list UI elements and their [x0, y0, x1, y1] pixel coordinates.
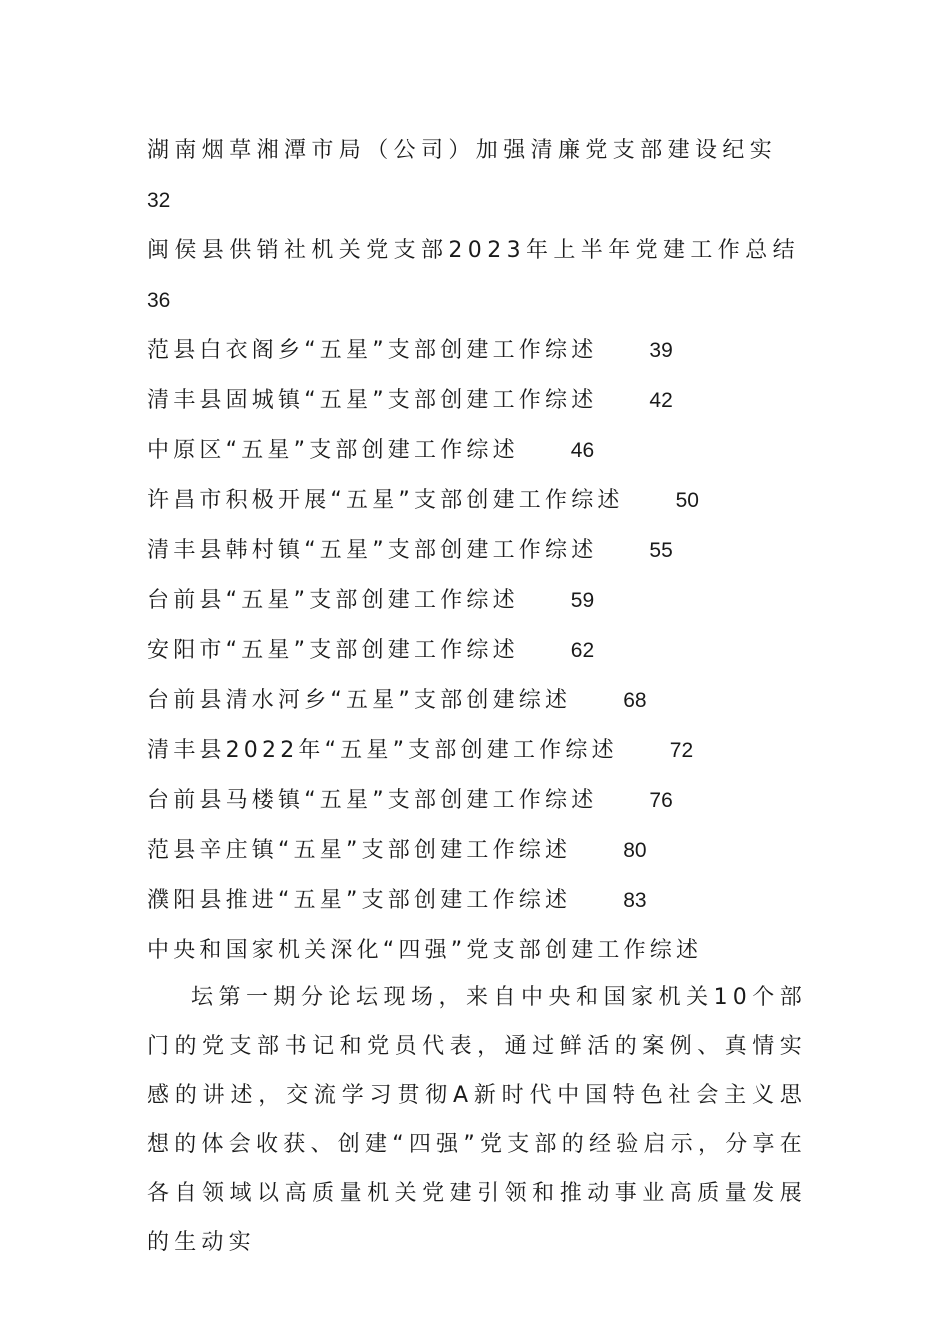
toc-entry-page: 46	[570, 439, 595, 462]
toc-entry-page: 39	[649, 339, 673, 362]
toc-entry[interactable]	[147, 576, 812, 626]
toc-entry[interactable]	[147, 426, 812, 476]
toc-entry[interactable]	[147, 326, 812, 376]
toc-entry-page: 80	[623, 839, 647, 862]
toc-entry-title: 闽侯县供销社机关党支部2023年上半年党建工作总结	[147, 238, 800, 263]
toc-entry[interactable]	[147, 376, 812, 426]
toc-entry-page: 83	[623, 889, 647, 912]
toc-entry-title: 湖南烟草湘潭市局（公司）加强清廉党支部建设纪实	[147, 138, 778, 163]
toc-entry[interactable]	[147, 626, 812, 676]
toc-entry-title: 安阳市“五星”支部创建工作综述	[147, 638, 519, 663]
toc-entry-page: 55	[649, 539, 673, 562]
body-paragraph	[147, 973, 807, 1267]
toc-entry[interactable]	[147, 526, 812, 576]
toc-entry-page: 36	[147, 289, 171, 312]
table-of-contents	[147, 126, 812, 976]
toc-entry[interactable]	[147, 776, 812, 826]
toc-entry-page: 59	[570, 589, 595, 612]
toc-entry-title: 清丰县固城镇“五星”支部创建工作综述	[147, 388, 598, 413]
toc-entry[interactable]	[147, 826, 812, 876]
toc-entry[interactable]	[147, 876, 812, 926]
toc-entry-title: 台前县马楼镇“五星”支部创建工作综述	[147, 788, 598, 813]
toc-entry-title: 中原区“五星”支部创建工作综述	[147, 438, 519, 463]
toc-entry-title: 清丰县2022年“五星”支部创建工作综述	[147, 738, 618, 763]
toc-entry-page: 50	[675, 489, 699, 512]
toc-entry[interactable]	[147, 926, 812, 976]
toc-entry-page: 76	[649, 789, 673, 812]
toc-entry[interactable]	[147, 226, 812, 276]
toc-entry[interactable]	[147, 476, 812, 526]
toc-entry-title: 濮阳县推进“五星”支部创建工作综述	[147, 888, 572, 913]
toc-entry-title: 许昌市积极开展“五星”支部创建工作综述	[147, 488, 624, 513]
toc-entry-page: 72	[669, 739, 694, 762]
toc-entry-title: 范县白衣阁乡“五星”支部创建工作综述	[147, 338, 598, 363]
toc-entry-page: 42	[649, 389, 673, 412]
toc-entry-title: 中央和国家机关深化“四强”党支部创建工作综述	[147, 938, 703, 963]
toc-entry[interactable]	[147, 676, 812, 726]
toc-entry[interactable]	[147, 726, 812, 776]
toc-entry-page: 68	[623, 689, 647, 712]
paragraph-text: 坛第一期分论坛现场，来自中央和国家机关10个部门的党支部书记和党员代表，通过鲜活的案例、真情实感的讲述，交流学习贯彻A新时代中国特色社会主义思想的体会收获、创建“四强”党支部的经验启示，分享在各自领域以高质量机关党建引领和推动事业高质量发展的生动实	[147, 985, 807, 1255]
toc-entry-page: 32	[147, 189, 171, 212]
toc-entry-title: 范县辛庄镇“五星”支部创建工作综述	[147, 838, 572, 863]
toc-entry-title: 清丰县韩村镇“五星”支部创建工作综述	[147, 538, 598, 563]
toc-entry[interactable]	[147, 126, 812, 176]
toc-entry-page-line	[147, 176, 812, 226]
toc-entry-page-line	[147, 276, 812, 326]
toc-entry-title: 台前县清水河乡“五星”支部创建综述	[147, 688, 572, 713]
toc-entry-page: 62	[570, 639, 595, 662]
toc-entry-title: 台前县“五星”支部创建工作综述	[147, 588, 519, 613]
